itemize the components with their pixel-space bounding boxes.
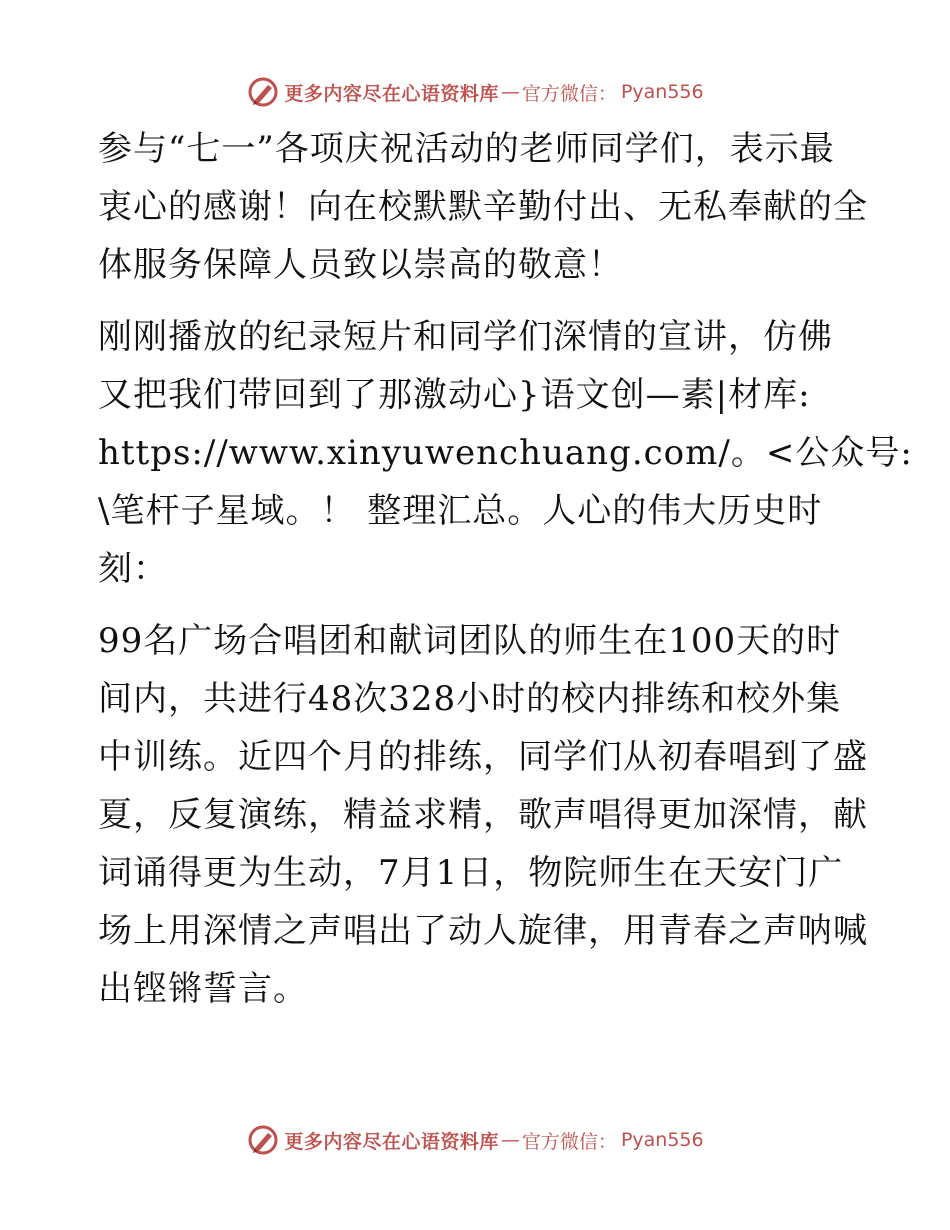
banner-brand: 更多内容尽在心语资料库 xyxy=(284,1130,499,1153)
text-line: https://www.xinyuwenchuang.com/。<公众号: xyxy=(98,433,913,473)
text-line: 间内，共进行48次328小时的校内排练和校外集 xyxy=(98,679,842,719)
text-line: \笔杆子星域。！ 整理汇总。人心的伟大历史时 xyxy=(98,491,823,531)
banner-brand: 更多内容尽在心语资料库 xyxy=(284,82,499,105)
text-line: 刻： xyxy=(98,549,168,589)
pen-logo-icon xyxy=(246,75,280,109)
paragraph-thanks xyxy=(98,120,868,294)
pen-logo-icon xyxy=(246,1123,280,1157)
paragraph-choir xyxy=(98,612,868,1018)
text-line: 词诵得更为生动，7月1日，物院师生在天安门广 xyxy=(98,853,844,893)
footer-banner xyxy=(0,1120,950,1160)
banner-official-label: 官方微信： xyxy=(521,82,617,105)
text-line: 99名广场合唱团和献词团队的师生在100天的时 xyxy=(98,621,842,661)
text-line: 刚刚播放的纪录短片和同学们深情的宣讲，仿佛 xyxy=(98,317,833,357)
text-line: 中训练。近四个月的排练，同学们从初春唱到了盛 xyxy=(98,737,868,777)
text-line: 参与“七一”各项庆祝活动的老师同学们，表示最 xyxy=(98,129,835,169)
banner-official-label: 官方微信： xyxy=(521,1130,617,1153)
banner-handle: Pyan556 xyxy=(620,81,704,103)
text-line: 衷心的感谢！向在校默默辛勤付出、无私奉献的全 xyxy=(98,187,868,227)
document-body xyxy=(98,120,913,1032)
header-banner xyxy=(0,72,950,112)
text-line: 场上用深情之声唱出了动人旋律，用青春之声呐喊 xyxy=(98,911,868,951)
text-line: 夏，反复演练，精益求精，歌声唱得更加深情，献 xyxy=(98,795,868,835)
text-line: 体服务保障人员致以崇高的敬意！ xyxy=(98,245,623,285)
banner-separator: — xyxy=(500,1129,520,1151)
text-line: 又把我们带回到了那激动心}语文创—素|材库: xyxy=(98,375,811,415)
text-line: 出铿锵誓言。 xyxy=(98,969,308,1009)
banner-handle: Pyan556 xyxy=(620,1129,704,1151)
paragraph-documentary xyxy=(98,308,913,598)
banner-separator: — xyxy=(500,81,520,103)
